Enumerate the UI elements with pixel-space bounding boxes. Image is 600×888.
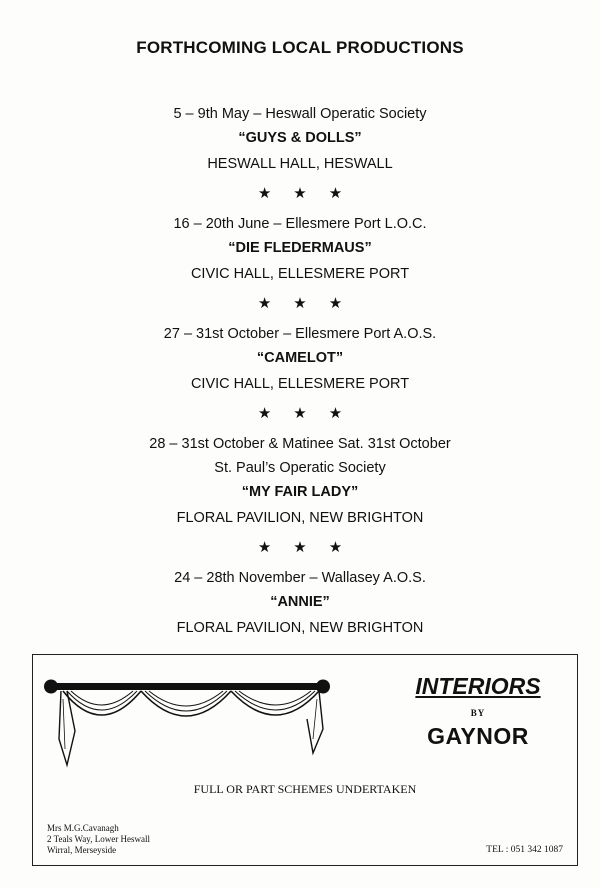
production-venue: FLORAL PAVILION, NEW BRIGHTON (176, 620, 424, 636)
production-dates: 24 – 28th November – Wallasey A.O.S. (174, 570, 426, 586)
production-dates: 28 – 31st October & Matinee Sat. 31st October (149, 436, 451, 452)
brand-name: GAYNOR (427, 723, 529, 749)
production-item (0, 322, 600, 396)
production-venue: FLORAL PAVILION, NEW BRIGHTON (176, 510, 424, 526)
production-dates: 5 – 9th May – Heswall Operatic Society (173, 106, 427, 122)
production-dates: 27 – 31st October – Ellesmere Port A.O.S. (163, 326, 437, 342)
contact-street: 2 Teals Way, Lower Heswall (47, 834, 150, 844)
brand-title: INTERIORS (415, 673, 541, 699)
star-separator: ★★★ (257, 185, 365, 202)
productions-list (0, 102, 600, 640)
production-item (0, 432, 600, 530)
production-venue: HESWALL HALL, HESWALL (207, 156, 393, 172)
brand-by: BY (470, 708, 486, 718)
curtain-drape-icon (41, 669, 341, 769)
production-company: St. Paul’s Operatic Society (214, 460, 386, 476)
contact-address (47, 823, 150, 856)
page-title: FORTHCOMING LOCAL PRODUCTIONS (136, 38, 464, 57)
production-show-title: “ANNIE” (270, 594, 330, 610)
star-separator: ★★★ (257, 405, 365, 422)
production-item (0, 566, 600, 640)
production-item (0, 212, 600, 286)
production-venue: CIVIC HALL, ELLESMERE PORT (190, 376, 410, 392)
production-venue: CIVIC HALL, ELLESMERE PORT (190, 266, 410, 282)
contact-name: Mrs M.G.Cavanagh (47, 823, 119, 833)
advert-tagline: FULL OR PART SCHEMES UNDERTAKEN (193, 782, 417, 796)
production-item (0, 102, 600, 176)
production-show-title: “GUYS & DOLLS” (238, 130, 362, 146)
production-show-title: “DIE FLEDERMAUS” (228, 240, 372, 256)
production-show-title: “CAMELOT” (256, 350, 344, 366)
star-separator: ★★★ (257, 539, 365, 556)
interiors-advert (32, 654, 578, 866)
production-dates: 16 – 20th June – Ellesmere Port L.O.C. (173, 216, 427, 232)
production-show-title: “MY FAIR LADY” (241, 484, 359, 500)
contact-phone: TEL : 051 342 1087 (486, 845, 563, 855)
contact-area: Wirral, Merseyside (47, 845, 117, 855)
star-separator: ★★★ (257, 295, 365, 312)
